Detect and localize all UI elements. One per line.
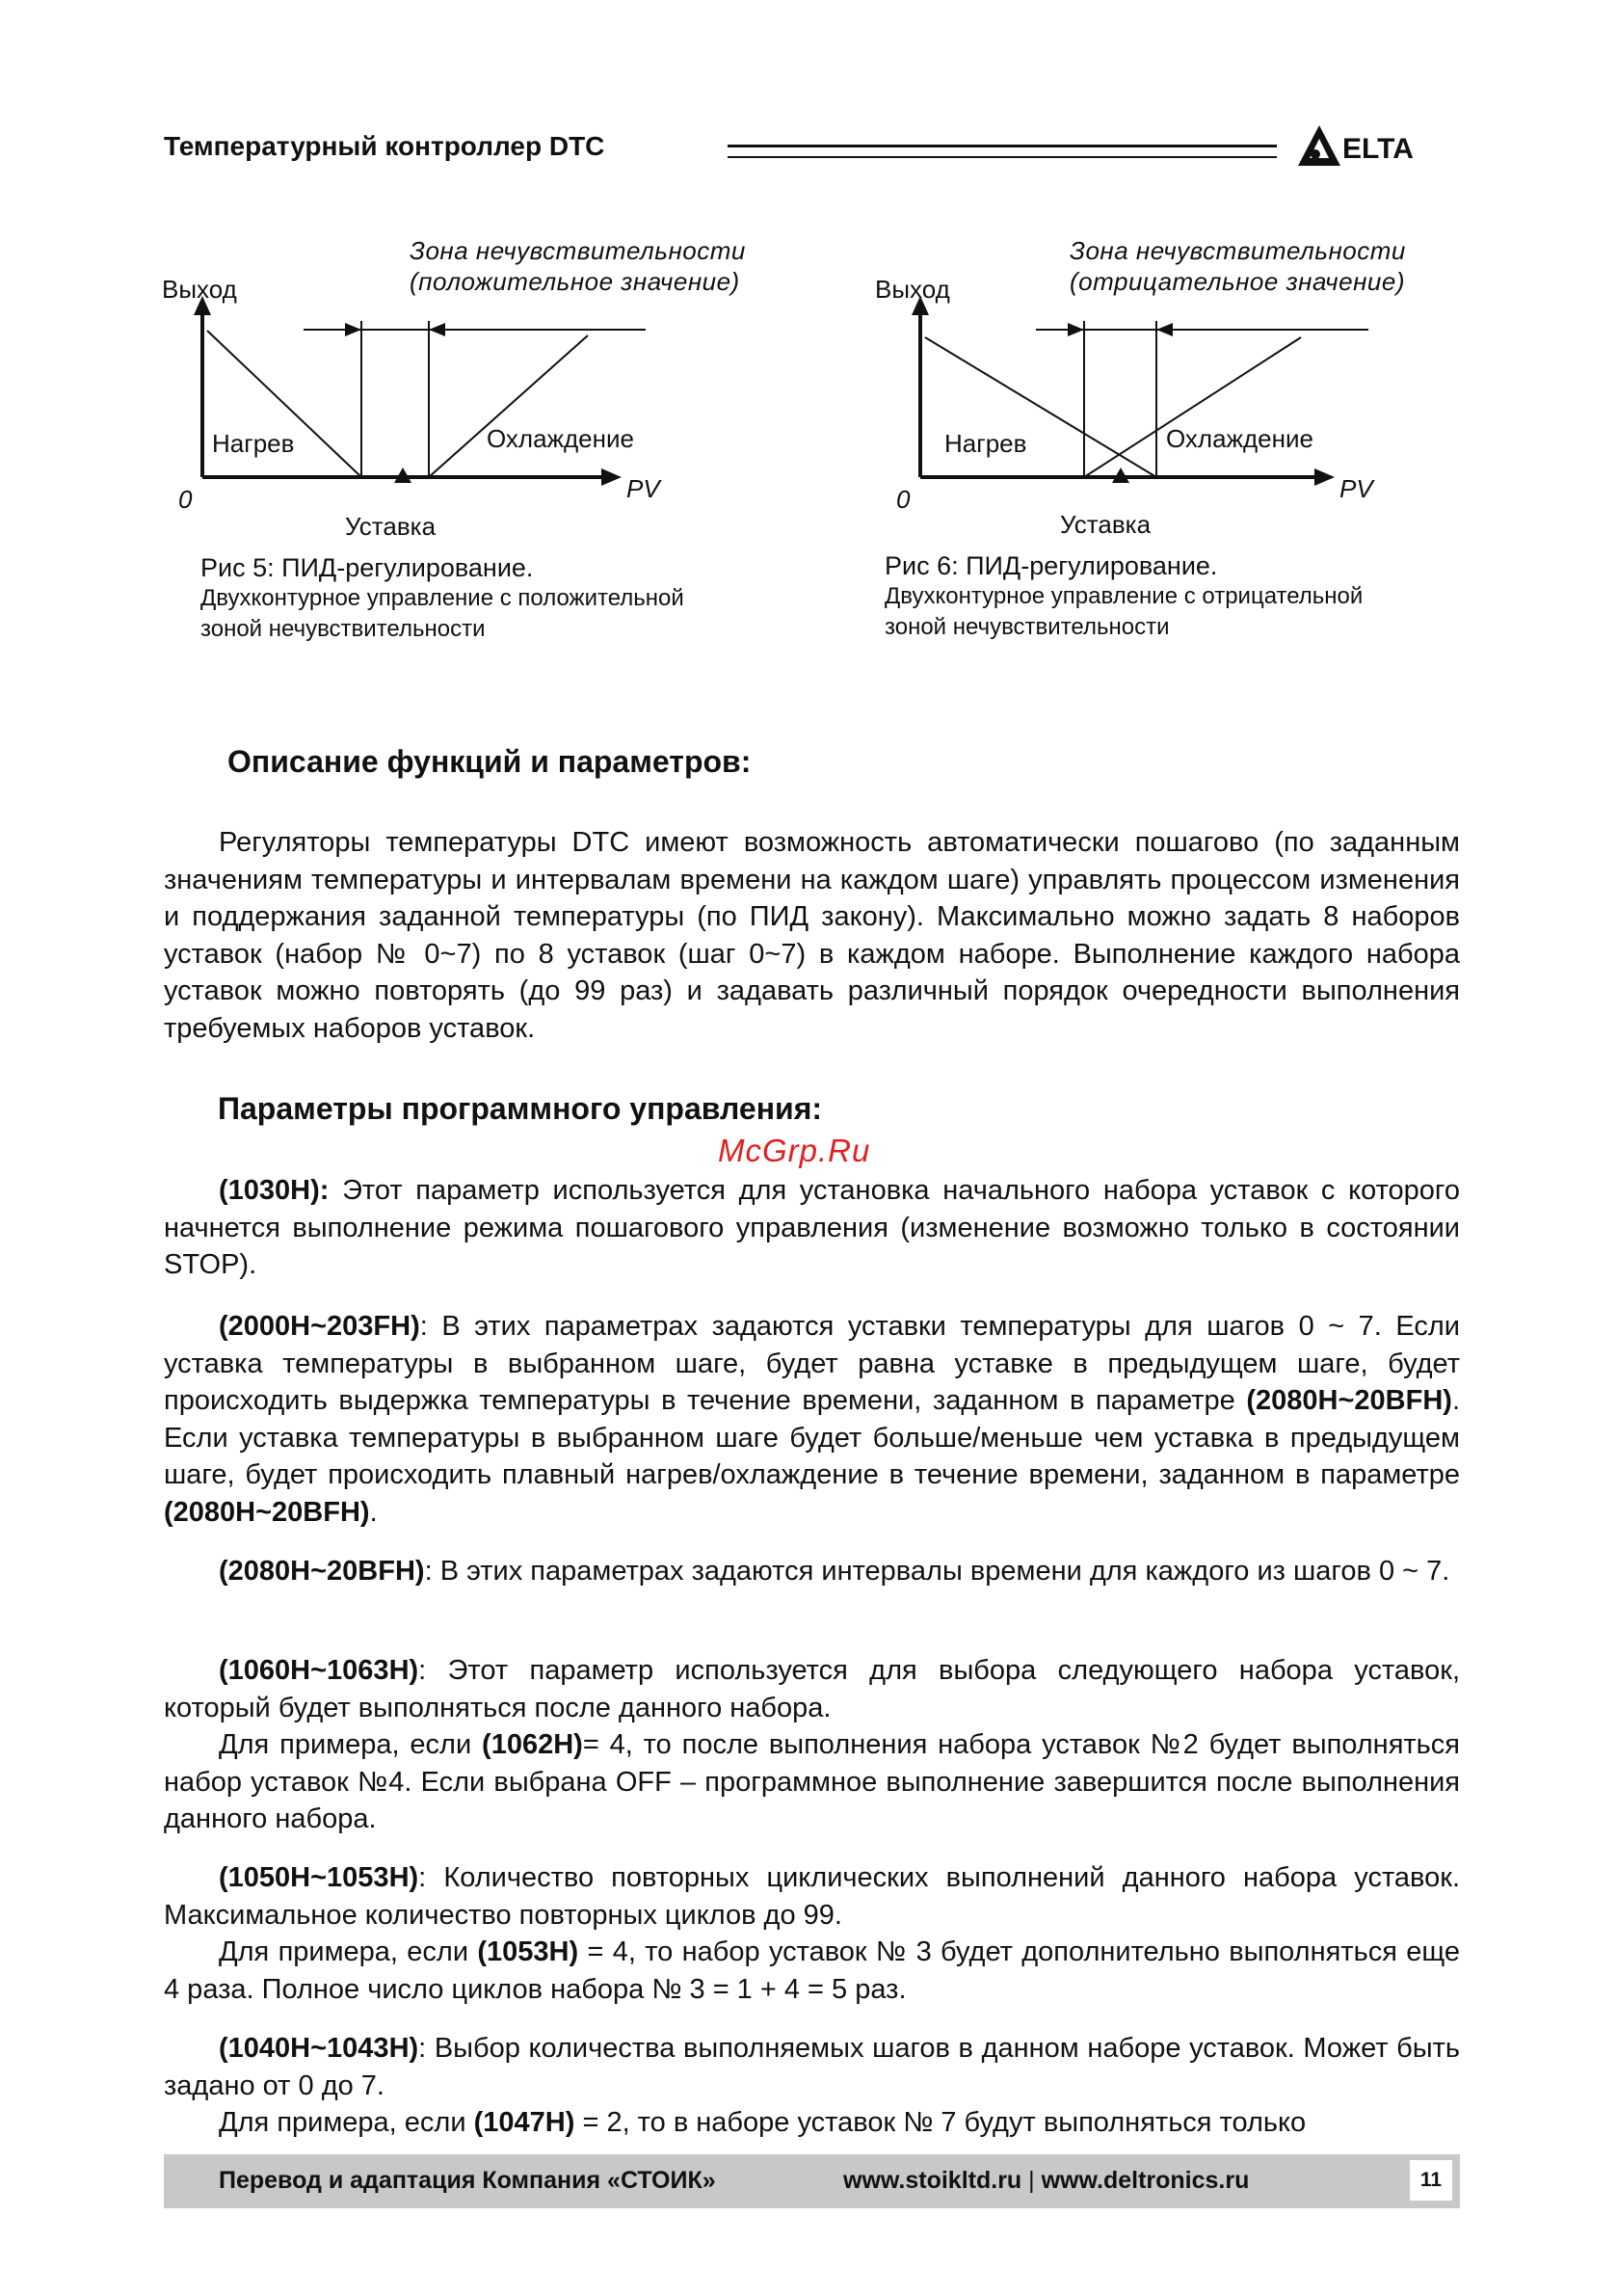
- param-text: : Выбор количества выполняемых шагов в данном наборе уставок. Может быть задано от 0 до 7.: [164, 2033, 1460, 2101]
- header-title: Температурный контроллер DTC: [164, 131, 605, 161]
- footer-company: Перевод и адаптация Компания «СТОИК»: [219, 2167, 716, 2194]
- param-text: : В этих параметрах задаются интервалы времени для каждого из шагов 0 ~ 7.: [424, 1556, 1450, 1587]
- description-paragraph: [164, 824, 1460, 1047]
- param-text: .: [369, 1496, 378, 1528]
- pv-label: PV: [1339, 474, 1373, 503]
- param-text: Для примера, если: [219, 1936, 478, 1967]
- figure-caption: [885, 550, 1363, 643]
- heat-label: Нагрев: [944, 429, 1027, 458]
- section-heading-description: Описание функций и параметров:: [227, 744, 752, 779]
- setpoint-label: Уставка: [1060, 510, 1152, 539]
- y-axis-label: Выход: [162, 275, 237, 304]
- param-paragraph: [164, 1652, 1460, 1838]
- param-code: (1050H~1053H): [219, 1862, 419, 1893]
- zone-label-line1: Зона нечувствительности: [410, 236, 746, 265]
- param-2080h: [164, 1553, 1460, 1590]
- zone-label-line2: (отрицательное значение): [1070, 267, 1405, 296]
- caption-line: зоной нечувствительности: [200, 616, 486, 642]
- page-header: [164, 123, 1460, 170]
- delta-logo-icon: [1296, 123, 1342, 168]
- param-paragraph: [164, 1308, 1460, 1531]
- caption-line: зоной нечувствительности: [885, 614, 1170, 640]
- heat-label: Нагрев: [212, 429, 295, 458]
- cool-label: Охлаждение: [487, 424, 634, 453]
- y-axis-label: Выход: [875, 275, 950, 304]
- footer-link-stoik[interactable]: www.stoikltd.ru: [843, 2167, 1022, 2194]
- param-1050h-example: [164, 1934, 1460, 2008]
- param-text: = 4, то после выполнения набора уставок №2 будет выполняться набор уставок №4. Если выбрана OFF – программное выполнение завершится после выполнения данного набора.: [164, 1729, 1460, 1834]
- param-code: (2080H~20BFH): [164, 1496, 370, 1528]
- param-text: Для примера, если: [219, 2107, 474, 2138]
- caption-line: Двухконтурное управление с положительной: [200, 585, 684, 611]
- param-code: (1047H): [473, 2107, 575, 2138]
- param-paragraph: [164, 1172, 1460, 1284]
- param-code: (2000H~203FH): [219, 1311, 420, 1342]
- param-1040h: [164, 2030, 1460, 2104]
- param-code: (1040H~1043H): [219, 2033, 419, 2064]
- logo-text: ELTA: [1342, 133, 1414, 165]
- page-footer: [164, 2154, 1460, 2208]
- param-text: = 2, то в наборе уставок № 7 будут выполняться только: [574, 2107, 1307, 2138]
- param-text: Для примера, если: [219, 1729, 483, 1760]
- figure-positive-deadband: [154, 236, 829, 660]
- header-rule: [728, 145, 1277, 158]
- param-code: (1030H):: [219, 1175, 330, 1206]
- param-1060h-example: [164, 1726, 1460, 1838]
- zone-label-line2: (положительное значение): [410, 267, 740, 296]
- param-code: (1053H): [477, 1936, 579, 1967]
- param-text: = 4, то набор уставок № 3 будет дополнительно выполняться еще 4 раза. Полное число циклов набора № 3 = 1 + 4 = 5 раз.: [164, 1936, 1460, 2005]
- param-1060h: [164, 1652, 1460, 1726]
- param-1030h: [164, 1172, 1460, 1284]
- param-paragraph: [164, 1859, 1460, 2008]
- param-code: (1060H~1063H): [219, 1655, 419, 1686]
- footer-link-deltronics[interactable]: www.deltronics.ru: [1041, 2167, 1250, 2194]
- page-number: 11: [1410, 2160, 1452, 2201]
- setpoint-label: Уставка: [345, 512, 437, 541]
- zero-label: 0: [896, 485, 911, 514]
- footer-separator: |: [1028, 2167, 1035, 2194]
- param-code: (2080H~20BFH): [1246, 1385, 1452, 1416]
- footer-links: [843, 2167, 1249, 2195]
- pv-label: PV: [626, 474, 660, 503]
- zone-label-line1: Зона нечувствительности: [1070, 236, 1406, 265]
- watermark: McGrp.Ru: [718, 1133, 871, 1168]
- param-text: : Количество повторных циклических выполнений данного набора уставок. Максимальное количество повторных циклов до 99.: [164, 1862, 1460, 1931]
- param-2000h: [164, 1308, 1460, 1531]
- caption-title: Рис 6: ПИД-регулирование.: [885, 551, 1218, 580]
- param-paragraph: [164, 2030, 1460, 2142]
- param-code: (1062H): [482, 1729, 583, 1760]
- param-text: . Если уставка температуры в выбранном шаге будет больше/меньше чем уставка в предыдущем шаге, будет происходить плавный нагрев/охлаждение в течение времени, заданном в параметре: [164, 1385, 1460, 1490]
- param-code: (2080H~20BFH): [219, 1556, 425, 1587]
- zero-label: 0: [178, 485, 193, 514]
- caption-title: Рис 5: ПИД-регулирование.: [200, 553, 534, 582]
- description-text: Регуляторы температуры DTC имеют возможность автоматически пошагово (по заданным значениям температуры и интервалам времени на каждом шаге) управлять процессом изменения и поддержания заданной температуры (по ПИД закону). Максимально можно задать 8 наборов уставок (набор № 0~7) по 8 уставок (шаг 0~7) в каждом наборе. Выполнение каждого набора уставок можно повторять (до 99 раз) и задавать различный порядок очередности выполнения требуемых наборов уставок.: [164, 827, 1460, 1044]
- figure-negative-deadband: [867, 236, 1465, 660]
- param-text: : В этих параметрах задаются уставки температуры для шагов 0 ~ 7. Если уставка температуры в выбранном шаге, будет равна уставке в предыдущем шаге, будет происходить выдержка температуры в течение времени, заданном в параметре: [164, 1311, 1460, 1416]
- param-text: Этот параметр используется для установка начального набора уставок с которого начнется выполнение режима пошагового управления (изменение возможно только в состоянии STOP).: [164, 1175, 1460, 1280]
- section-heading-program-params: Параметры программного управления:: [218, 1091, 823, 1126]
- cool-label: Охлаждение: [1166, 424, 1313, 453]
- delta-logo: [1296, 123, 1460, 170]
- param-paragraph: [164, 1553, 1460, 1590]
- param-text: : Этот параметр используется для выбора следующего набора уставок, который будет выполняться после данного набора.: [164, 1655, 1460, 1723]
- param-1050h: [164, 1859, 1460, 1934]
- param-1040h-example: [164, 2104, 1460, 2142]
- caption-line: Двухконтурное управление с отрицательной: [885, 583, 1364, 609]
- figure-caption: [200, 552, 684, 645]
